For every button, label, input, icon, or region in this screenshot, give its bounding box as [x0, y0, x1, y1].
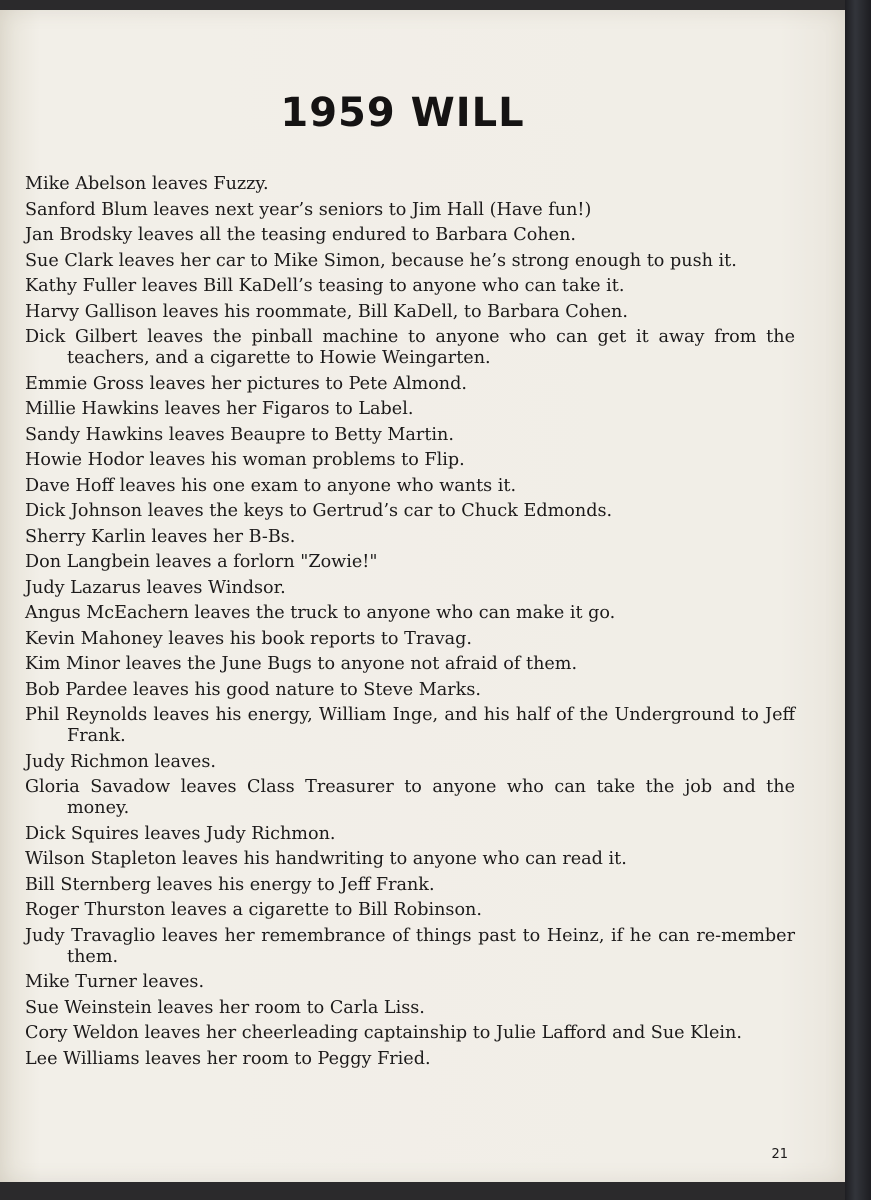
list-item: Cory Weldon leaves her cheerleading captainship to Julie Lafford and Sue Klein.: [25, 1023, 742, 1043]
list-item: Mike Turner leaves.: [25, 972, 205, 992]
list-item: Phil Reynolds leaves his energy, William Inge, and his half of the Underground to Jeff Frank.: [25, 705, 795, 746]
list-item: Sandy Hawkins leaves Beaupre to Betty Martin.: [25, 424, 454, 445]
list-item: Kevin Mahoney leaves his book reports to Travag.: [25, 628, 473, 649]
list-item: Bob Pardee leaves his good nature to Steve Marks.: [25, 679, 481, 700]
list-item: Sue Weinstein leaves her room to Carla Liss.: [25, 997, 425, 1018]
list-item: Wilson Stapleton leaves his handwriting to anyone who can read it.: [25, 849, 627, 869]
list-item: Dick Johnson leaves the keys to Gertrud’s car to Chuck Edmonds.: [25, 501, 613, 521]
list-item: Kathy Fuller leaves Bill KaDell’s teasing to anyone who can take it.: [25, 276, 625, 296]
list-item: Judy Lazarus leaves Windsor.: [25, 577, 286, 598]
book-spine-edge: [845, 0, 871, 1200]
page-number: 21: [771, 1147, 788, 1162]
page-title: 1959 WILL: [280, 90, 525, 136]
list-item: Dick Squires leaves Judy Richmon.: [25, 823, 336, 844]
list-item: Sue Clark leaves her car to Mike Simon, because he’s strong enough to push it.: [25, 250, 737, 271]
list-item: Jan Brodsky leaves all the teasing endured to Barbara Cohen.: [25, 225, 576, 245]
list-item: Bill Sternberg leaves his energy to Jeff Frank.: [25, 874, 435, 895]
list-item: Howie Hodor leaves his woman problems to Flip.: [25, 450, 465, 470]
list-item: Angus McEachern leaves the truck to anyone who can make it go.: [25, 603, 616, 623]
list-item: Sanford Blum leaves next year’s seniors to Jim Hall (Have fun!): [25, 199, 592, 220]
list-item: Mike Abelson leaves Fuzzy.: [25, 174, 269, 194]
list-item: Judy Travaglio leaves her remembrance of things past to Heinz, if he can re-member them.: [25, 925, 795, 967]
list-item: Lee Williams leaves her room to Peggy Fried.: [25, 1048, 431, 1069]
list-item: Roger Thurston leaves a cigarette to Bill Robinson.: [25, 900, 482, 920]
list-item: Gloria Savadow leaves Class Treasurer to anyone who can take the job and the money.: [25, 777, 795, 818]
list-item: Millie Hawkins leaves her Figaros to Label.: [25, 399, 414, 419]
will-entries-list: [25, 174, 795, 1074]
list-item: Sherry Karlin leaves her B-Bs.: [25, 526, 296, 547]
list-item: Emmie Gross leaves her pictures to Pete Almond.: [25, 373, 467, 394]
list-item: Don Langbein leaves a forlorn "Zowie!": [25, 552, 378, 572]
list-item: Kim Minor leaves the June Bugs to anyone not afraid of them.: [25, 654, 578, 674]
list-item: Harvy Gallison leaves his roommate, Bill KaDell, to Barbara Cohen.: [25, 301, 628, 322]
yearbook-page: [0, 10, 845, 1182]
list-item: Judy Richmon leaves.: [25, 751, 216, 772]
list-item: Dave Hoff leaves his one exam to anyone who wants it.: [25, 475, 517, 496]
list-item: Dick Gilbert leaves the pinball machine to anyone who can get it away from the teachers, and a cigarette to Howie Weingarten.: [25, 327, 795, 368]
